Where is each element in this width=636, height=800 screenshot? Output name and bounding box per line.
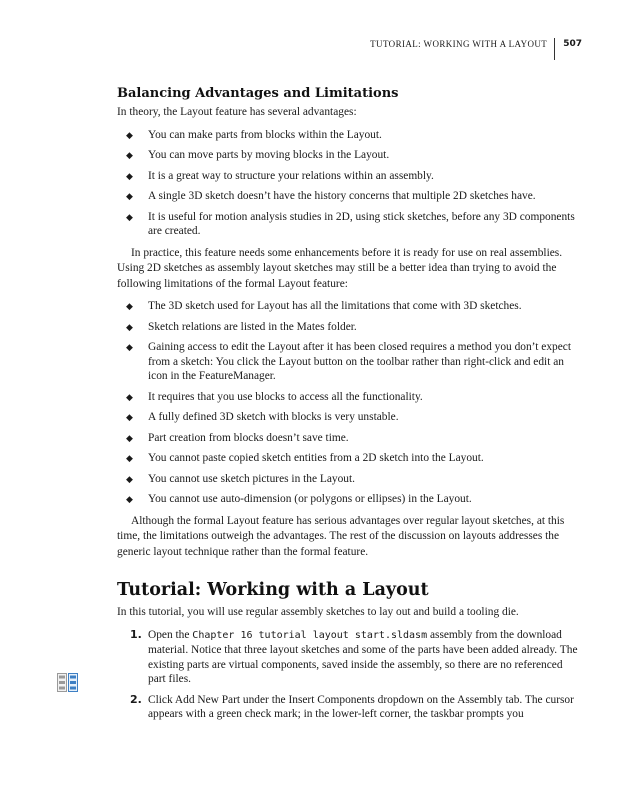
step-number: 2. <box>130 692 142 706</box>
list-item: ◆ You cannot paste copied sketch entities from a 2D sketch into the Layout. <box>126 452 484 464</box>
list-item: ◆ You can move parts by moving blocks in the Layout. <box>126 149 390 161</box>
list-item: ◆ It is a great way to structure your relations within an assembly. <box>126 169 434 182</box>
step-text-before: Open the <box>148 628 193 641</box>
step-item <box>117 628 579 687</box>
new-part-icon-graphic <box>57 673 79 693</box>
step-item <box>117 693 579 722</box>
diamond-bullet-icon: ◆ <box>126 321 133 332</box>
step-filename: Chapter 16 tutorial layout start.sldasm <box>192 629 428 641</box>
section-heading-tutorial: Tutorial: Working with a Layout <box>117 580 429 600</box>
running-head-title: TUTORIAL: WORKING WITH A LAYOUT <box>370 39 548 49</box>
list-item: ◆ Part creation from blocks doesn’t save time. <box>126 431 349 444</box>
step-text-after: assembly from the download material. Notice that three layout sketches and some of the parts have been added already. The existing parts are virtual components, saved inside the assembly, so there are no referenced part files. <box>148 628 578 685</box>
diamond-bullet-icon: ◆ <box>126 150 133 160</box>
diamond-bullet-icon: ◆ <box>126 342 133 352</box>
diamond-bullet-icon: ◆ <box>126 432 133 443</box>
diamond-bullet-icon: ◆ <box>126 129 133 140</box>
diamond-bullet-icon: ◆ <box>126 211 133 222</box>
list-item: ◆ It is useful for motion analysis studies in 2D, using stick sketches, before any 3D components are created. <box>126 210 575 237</box>
list-item: ◆ Gaining access to edit the Layout after it has been closed requires a method you don’t expect from a sketch: You click the Layout button on the toolbar rather than right-click and edit an icon in the FeatureManager. <box>126 341 571 382</box>
tutorial-intro: In this tutorial, you will use regular assembly sketches to lay out and build a tooling die. <box>117 606 519 618</box>
diamond-bullet-icon: ◆ <box>126 301 133 311</box>
step-text-before: Click Add New Part under the Insert Components dropdown on the Assembly tab. The cursor appears with a green check mark; in the lower-left corner, the taskbar prompts you <box>148 693 574 720</box>
list-item: ◆ You cannot use sketch pictures in the Layout. <box>126 472 355 485</box>
new-part-icon <box>57 673 79 693</box>
step-number: 1. <box>130 627 142 641</box>
list-item: ◆ You can make parts from blocks within the Layout. <box>126 128 382 141</box>
diamond-bullet-icon: ◆ <box>126 191 133 201</box>
practice-paragraph: In practice, this feature needs some enhancements before it is ready for use on real assemblies. Using 2D sketches as assembly layout sketches may still be a better idea than trying to avoid the following limitations of the formal Layout feature: <box>117 246 563 290</box>
page-number: 507 <box>563 39 582 49</box>
list-item: ◆ The 3D sketch used for Layout has all the limitations that come with 3D sketches. <box>126 300 522 312</box>
diamond-bullet-icon: ◆ <box>126 391 133 402</box>
advantages-intro: In theory, the Layout feature has several advantages: <box>117 106 357 118</box>
list-item: ◆ Sketch relations are listed in the Mates folder. <box>126 320 357 333</box>
list-item: ◆ You cannot use auto-dimension (or polygons or ellipses) in the Layout. <box>126 493 472 505</box>
limitations-list <box>117 299 579 507</box>
page-body <box>117 86 579 728</box>
diamond-bullet-icon: ◆ <box>126 473 133 484</box>
section-heading-balancing: Balancing Advantages and Limitations <box>117 86 399 101</box>
diamond-bullet-icon: ◆ <box>126 170 133 181</box>
diamond-bullet-icon: ◆ <box>126 412 133 422</box>
tutorial-steps <box>117 628 579 722</box>
closing-paragraph: Although the formal Layout feature has serious advantages over regular layout sketches, at this time, the limitations outweigh the advantages. The rest of the discussion on layouts addresses the generic layout technique rather than the formal feature. <box>117 514 565 558</box>
advantages-list <box>117 128 579 239</box>
diamond-bullet-icon: ◆ <box>126 494 133 504</box>
list-item: ◆ It requires that you use blocks to access all the functionality. <box>126 390 423 403</box>
diamond-bullet-icon: ◆ <box>126 453 133 463</box>
running-head <box>370 38 582 60</box>
list-item: ◆ A single 3D sketch doesn’t have the history concerns that multiple 2D sketches have. <box>126 190 536 202</box>
list-item: ◆ A fully defined 3D sketch with blocks is very unstable. <box>126 411 399 423</box>
